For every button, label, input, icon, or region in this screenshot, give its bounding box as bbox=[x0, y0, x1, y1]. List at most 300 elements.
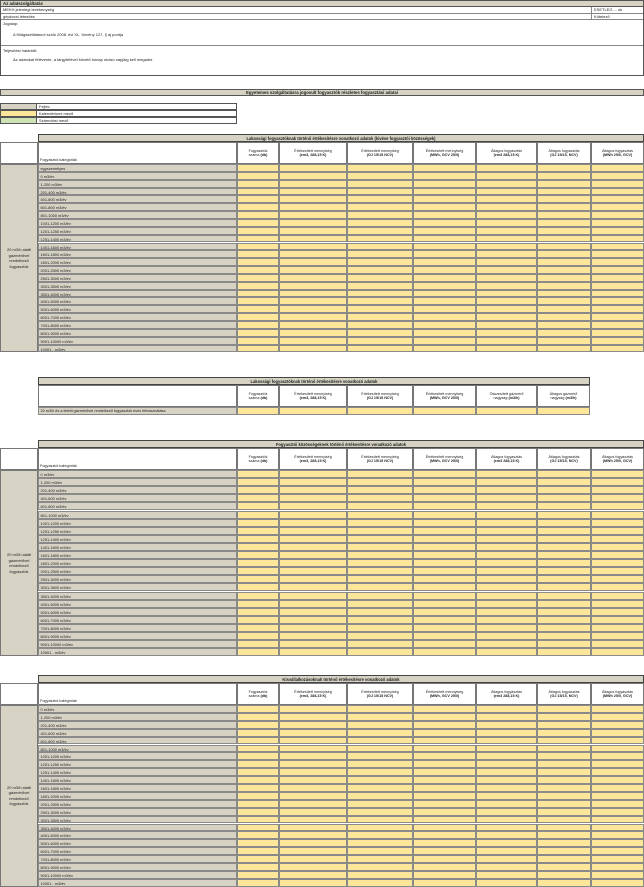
data-input-cell[interactable] bbox=[237, 519, 279, 527]
data-input-cell[interactable] bbox=[413, 407, 476, 415]
data-input-cell[interactable] bbox=[279, 227, 347, 235]
data-input-cell[interactable] bbox=[476, 211, 537, 219]
data-input-cell[interactable] bbox=[413, 235, 476, 243]
data-input-cell[interactable] bbox=[537, 290, 591, 298]
data-input-cell[interactable] bbox=[476, 632, 537, 640]
data-input-cell[interactable] bbox=[476, 760, 537, 768]
data-input-cell[interactable] bbox=[591, 321, 644, 329]
data-input-cell[interactable] bbox=[537, 879, 591, 887]
data-input-cell[interactable] bbox=[591, 494, 644, 502]
data-input-cell[interactable] bbox=[476, 705, 537, 713]
data-input-cell[interactable] bbox=[237, 305, 279, 313]
data-input-cell[interactable] bbox=[476, 551, 537, 559]
data-input-cell[interactable] bbox=[237, 792, 279, 800]
data-input-cell[interactable] bbox=[347, 600, 413, 608]
data-input-cell[interactable] bbox=[476, 824, 537, 832]
data-input-cell[interactable] bbox=[476, 274, 537, 282]
data-input-cell[interactable] bbox=[476, 227, 537, 235]
data-input-cell[interactable] bbox=[413, 752, 476, 760]
data-input-cell[interactable] bbox=[347, 519, 413, 527]
data-input-cell[interactable] bbox=[537, 816, 591, 824]
data-input-cell[interactable] bbox=[591, 470, 644, 478]
data-input-cell[interactable] bbox=[279, 321, 347, 329]
data-input-cell[interactable] bbox=[237, 831, 279, 839]
data-input-cell[interactable] bbox=[237, 871, 279, 879]
data-input-cell[interactable] bbox=[537, 575, 591, 583]
data-input-cell[interactable] bbox=[591, 592, 644, 600]
data-input-cell[interactable] bbox=[476, 831, 537, 839]
data-input-cell[interactable] bbox=[347, 511, 413, 519]
data-input-cell[interactable] bbox=[591, 737, 644, 745]
data-input-cell[interactable] bbox=[279, 737, 347, 745]
data-input-cell[interactable] bbox=[537, 282, 591, 290]
data-input-cell[interactable] bbox=[413, 879, 476, 887]
data-input-cell[interactable] bbox=[237, 551, 279, 559]
data-input-cell[interactable] bbox=[413, 243, 476, 251]
data-input-cell[interactable] bbox=[476, 266, 537, 274]
data-input-cell[interactable] bbox=[279, 274, 347, 282]
data-input-cell[interactable] bbox=[476, 337, 537, 345]
data-input-cell[interactable] bbox=[476, 219, 537, 227]
data-input-cell[interactable] bbox=[591, 879, 644, 887]
data-input-cell[interactable] bbox=[537, 792, 591, 800]
data-input-cell[interactable] bbox=[476, 808, 537, 816]
data-input-cell[interactable] bbox=[279, 305, 347, 313]
data-input-cell[interactable] bbox=[413, 729, 476, 737]
data-input-cell[interactable] bbox=[591, 282, 644, 290]
data-input-cell[interactable] bbox=[591, 831, 644, 839]
data-input-cell[interactable] bbox=[279, 600, 347, 608]
data-input-cell[interactable] bbox=[591, 551, 644, 559]
data-input-cell[interactable] bbox=[537, 745, 591, 753]
data-input-cell[interactable] bbox=[591, 575, 644, 583]
data-input-cell[interactable] bbox=[237, 321, 279, 329]
data-input-cell[interactable] bbox=[279, 705, 347, 713]
data-input-cell[interactable] bbox=[537, 632, 591, 640]
data-input-cell[interactable] bbox=[537, 624, 591, 632]
data-input-cell[interactable] bbox=[476, 847, 537, 855]
data-input-cell[interactable] bbox=[279, 640, 347, 648]
data-input-cell[interactable] bbox=[347, 721, 413, 729]
data-input-cell[interactable] bbox=[591, 600, 644, 608]
data-input-cell[interactable] bbox=[279, 745, 347, 753]
data-input-cell[interactable] bbox=[476, 776, 537, 784]
data-input-cell[interactable] bbox=[591, 721, 644, 729]
data-input-cell[interactable] bbox=[476, 527, 537, 535]
data-input-cell[interactable] bbox=[591, 478, 644, 486]
data-input-cell[interactable] bbox=[347, 297, 413, 305]
data-input-cell[interactable] bbox=[537, 721, 591, 729]
data-input-cell[interactable] bbox=[347, 494, 413, 502]
data-input-cell[interactable] bbox=[279, 871, 347, 879]
data-input-cell[interactable] bbox=[413, 227, 476, 235]
data-input-cell[interactable] bbox=[591, 235, 644, 243]
data-input-cell[interactable] bbox=[237, 583, 279, 591]
data-input-cell[interactable] bbox=[279, 760, 347, 768]
data-input-cell[interactable] bbox=[476, 203, 537, 211]
data-input-cell[interactable] bbox=[347, 752, 413, 760]
data-input-cell[interactable] bbox=[237, 737, 279, 745]
data-input-cell[interactable] bbox=[591, 839, 644, 847]
data-input-cell[interactable] bbox=[413, 624, 476, 632]
data-input-cell[interactable] bbox=[537, 266, 591, 274]
data-input-cell[interactable] bbox=[279, 632, 347, 640]
data-input-cell[interactable] bbox=[537, 535, 591, 543]
data-input-cell[interactable] bbox=[347, 305, 413, 313]
data-input-cell[interactable] bbox=[591, 511, 644, 519]
data-input-cell[interactable] bbox=[413, 608, 476, 616]
data-input-cell[interactable] bbox=[279, 211, 347, 219]
data-input-cell[interactable] bbox=[413, 713, 476, 721]
data-input-cell[interactable] bbox=[279, 879, 347, 887]
data-input-cell[interactable] bbox=[476, 648, 537, 656]
data-input-cell[interactable] bbox=[347, 337, 413, 345]
data-input-cell[interactable] bbox=[347, 243, 413, 251]
data-input-cell[interactable] bbox=[413, 195, 476, 203]
data-input-cell[interactable] bbox=[591, 863, 644, 871]
data-input-cell[interactable] bbox=[237, 784, 279, 792]
data-input-cell[interactable] bbox=[237, 502, 279, 510]
data-input-cell[interactable] bbox=[591, 752, 644, 760]
data-input-cell[interactable] bbox=[347, 624, 413, 632]
data-input-cell[interactable] bbox=[237, 752, 279, 760]
data-input-cell[interactable] bbox=[537, 274, 591, 282]
data-input-cell[interactable] bbox=[279, 729, 347, 737]
data-input-cell[interactable] bbox=[347, 824, 413, 832]
data-input-cell[interactable] bbox=[476, 745, 537, 753]
data-input-cell[interactable] bbox=[237, 250, 279, 258]
data-input-cell[interactable] bbox=[413, 290, 476, 298]
data-input-cell[interactable] bbox=[476, 839, 537, 847]
data-input-cell[interactable] bbox=[413, 551, 476, 559]
data-input-cell[interactable] bbox=[476, 600, 537, 608]
data-input-cell[interactable] bbox=[279, 768, 347, 776]
data-input-cell[interactable] bbox=[476, 737, 537, 745]
data-input-cell[interactable] bbox=[591, 624, 644, 632]
data-input-cell[interactable] bbox=[591, 792, 644, 800]
data-input-cell[interactable] bbox=[237, 808, 279, 816]
data-input-cell[interactable] bbox=[591, 195, 644, 203]
data-input-cell[interactable] bbox=[347, 164, 413, 172]
data-input-cell[interactable] bbox=[413, 486, 476, 494]
data-input-cell[interactable] bbox=[347, 321, 413, 329]
data-input-cell[interactable] bbox=[237, 290, 279, 298]
data-input-cell[interactable] bbox=[476, 258, 537, 266]
data-input-cell[interactable] bbox=[413, 567, 476, 575]
data-input-cell[interactable] bbox=[279, 407, 347, 415]
data-input-cell[interactable] bbox=[279, 543, 347, 551]
data-input-cell[interactable] bbox=[237, 164, 279, 172]
data-input-cell[interactable] bbox=[347, 219, 413, 227]
data-input-cell[interactable] bbox=[591, 250, 644, 258]
data-input-cell[interactable] bbox=[413, 784, 476, 792]
data-input-cell[interactable] bbox=[476, 583, 537, 591]
data-input-cell[interactable] bbox=[279, 713, 347, 721]
data-input-cell[interactable] bbox=[537, 502, 591, 510]
data-input-cell[interactable] bbox=[476, 313, 537, 321]
data-input-cell[interactable] bbox=[537, 567, 591, 575]
data-input-cell[interactable] bbox=[537, 172, 591, 180]
data-input-cell[interactable] bbox=[413, 583, 476, 591]
data-input-cell[interactable] bbox=[237, 616, 279, 624]
data-input-cell[interactable] bbox=[476, 297, 537, 305]
data-input-cell[interactable] bbox=[279, 527, 347, 535]
data-input-cell[interactable] bbox=[413, 478, 476, 486]
data-input-cell[interactable] bbox=[591, 543, 644, 551]
data-input-cell[interactable] bbox=[237, 575, 279, 583]
data-input-cell[interactable] bbox=[413, 282, 476, 290]
data-input-cell[interactable] bbox=[413, 345, 476, 353]
data-input-cell[interactable] bbox=[347, 258, 413, 266]
data-input-cell[interactable] bbox=[413, 250, 476, 258]
data-input-cell[interactable] bbox=[279, 329, 347, 337]
data-input-cell[interactable] bbox=[537, 760, 591, 768]
data-input-cell[interactable] bbox=[413, 800, 476, 808]
data-input-cell[interactable] bbox=[347, 329, 413, 337]
data-input-cell[interactable] bbox=[476, 729, 537, 737]
data-input-cell[interactable] bbox=[413, 527, 476, 535]
data-input-cell[interactable] bbox=[591, 535, 644, 543]
data-input-cell[interactable] bbox=[237, 243, 279, 251]
data-input-cell[interactable] bbox=[237, 494, 279, 502]
data-input-cell[interactable] bbox=[413, 258, 476, 266]
data-input-cell[interactable] bbox=[347, 407, 413, 415]
data-input-cell[interactable] bbox=[347, 345, 413, 353]
data-input-cell[interactable] bbox=[591, 847, 644, 855]
data-input-cell[interactable] bbox=[413, 266, 476, 274]
data-input-cell[interactable] bbox=[537, 855, 591, 863]
data-input-cell[interactable] bbox=[591, 567, 644, 575]
data-input-cell[interactable] bbox=[537, 713, 591, 721]
data-input-cell[interactable] bbox=[237, 816, 279, 824]
data-input-cell[interactable] bbox=[537, 203, 591, 211]
data-input-cell[interactable] bbox=[279, 551, 347, 559]
data-input-cell[interactable] bbox=[413, 847, 476, 855]
data-input-cell[interactable] bbox=[591, 266, 644, 274]
data-input-cell[interactable] bbox=[591, 871, 644, 879]
data-input-cell[interactable] bbox=[591, 180, 644, 188]
data-input-cell[interactable] bbox=[347, 211, 413, 219]
data-input-cell[interactable] bbox=[279, 575, 347, 583]
data-input-cell[interactable] bbox=[279, 839, 347, 847]
data-input-cell[interactable] bbox=[537, 729, 591, 737]
data-input-cell[interactable] bbox=[347, 737, 413, 745]
data-input-cell[interactable] bbox=[591, 486, 644, 494]
data-input-cell[interactable] bbox=[476, 235, 537, 243]
data-input-cell[interactable] bbox=[347, 855, 413, 863]
data-input-cell[interactable] bbox=[347, 486, 413, 494]
data-input-cell[interactable] bbox=[591, 527, 644, 535]
data-input-cell[interactable] bbox=[537, 407, 590, 415]
data-input-cell[interactable] bbox=[347, 527, 413, 535]
data-input-cell[interactable] bbox=[413, 305, 476, 313]
data-input-cell[interactable] bbox=[237, 608, 279, 616]
data-input-cell[interactable] bbox=[537, 250, 591, 258]
data-input-cell[interactable] bbox=[476, 863, 537, 871]
data-input-cell[interactable] bbox=[347, 266, 413, 274]
data-input-cell[interactable] bbox=[279, 831, 347, 839]
data-input-cell[interactable] bbox=[413, 313, 476, 321]
data-input-cell[interactable] bbox=[347, 839, 413, 847]
data-input-cell[interactable] bbox=[237, 235, 279, 243]
data-input-cell[interactable] bbox=[537, 195, 591, 203]
data-input-cell[interactable] bbox=[591, 816, 644, 824]
data-input-cell[interactable] bbox=[237, 266, 279, 274]
data-input-cell[interactable] bbox=[347, 616, 413, 624]
data-input-cell[interactable] bbox=[279, 266, 347, 274]
data-input-cell[interactable] bbox=[476, 329, 537, 337]
data-input-cell[interactable] bbox=[279, 250, 347, 258]
data-input-cell[interactable] bbox=[537, 648, 591, 656]
data-input-cell[interactable] bbox=[237, 407, 279, 415]
data-input-cell[interactable] bbox=[279, 752, 347, 760]
data-input-cell[interactable] bbox=[279, 195, 347, 203]
data-input-cell[interactable] bbox=[237, 203, 279, 211]
data-input-cell[interactable] bbox=[537, 705, 591, 713]
data-input-cell[interactable] bbox=[347, 227, 413, 235]
data-input-cell[interactable] bbox=[347, 808, 413, 816]
data-input-cell[interactable] bbox=[347, 784, 413, 792]
data-input-cell[interactable] bbox=[537, 752, 591, 760]
data-input-cell[interactable] bbox=[237, 511, 279, 519]
data-input-cell[interactable] bbox=[476, 290, 537, 298]
data-input-cell[interactable] bbox=[413, 737, 476, 745]
data-input-cell[interactable] bbox=[476, 478, 537, 486]
data-input-cell[interactable] bbox=[279, 172, 347, 180]
data-input-cell[interactable] bbox=[347, 172, 413, 180]
data-input-cell[interactable] bbox=[413, 180, 476, 188]
data-input-cell[interactable] bbox=[591, 760, 644, 768]
data-input-cell[interactable] bbox=[537, 784, 591, 792]
data-input-cell[interactable] bbox=[591, 243, 644, 251]
data-input-cell[interactable] bbox=[237, 776, 279, 784]
data-input-cell[interactable] bbox=[413, 337, 476, 345]
data-input-cell[interactable] bbox=[591, 559, 644, 567]
data-input-cell[interactable] bbox=[537, 478, 591, 486]
data-input-cell[interactable] bbox=[237, 535, 279, 543]
data-input-cell[interactable] bbox=[537, 258, 591, 266]
data-input-cell[interactable] bbox=[413, 871, 476, 879]
data-input-cell[interactable] bbox=[347, 632, 413, 640]
data-input-cell[interactable] bbox=[237, 486, 279, 494]
data-input-cell[interactable] bbox=[413, 831, 476, 839]
data-input-cell[interactable] bbox=[591, 337, 644, 345]
data-input-cell[interactable] bbox=[413, 616, 476, 624]
data-input-cell[interactable] bbox=[279, 243, 347, 251]
data-input-cell[interactable] bbox=[237, 624, 279, 632]
data-input-cell[interactable] bbox=[279, 863, 347, 871]
data-input-cell[interactable] bbox=[279, 721, 347, 729]
data-input-cell[interactable] bbox=[537, 559, 591, 567]
data-input-cell[interactable] bbox=[476, 608, 537, 616]
data-input-cell[interactable] bbox=[537, 640, 591, 648]
data-input-cell[interactable] bbox=[476, 721, 537, 729]
data-input-cell[interactable] bbox=[537, 486, 591, 494]
data-input-cell[interactable] bbox=[476, 195, 537, 203]
data-input-cell[interactable] bbox=[279, 608, 347, 616]
data-input-cell[interactable] bbox=[591, 583, 644, 591]
data-input-cell[interactable] bbox=[413, 705, 476, 713]
data-input-cell[interactable] bbox=[347, 282, 413, 290]
data-input-cell[interactable] bbox=[347, 583, 413, 591]
data-input-cell[interactable] bbox=[413, 164, 476, 172]
data-input-cell[interactable] bbox=[237, 705, 279, 713]
data-input-cell[interactable] bbox=[537, 800, 591, 808]
data-input-cell[interactable] bbox=[347, 543, 413, 551]
data-input-cell[interactable] bbox=[237, 855, 279, 863]
data-input-cell[interactable] bbox=[347, 847, 413, 855]
data-input-cell[interactable] bbox=[279, 345, 347, 353]
data-input-cell[interactable] bbox=[347, 760, 413, 768]
data-input-cell[interactable] bbox=[591, 345, 644, 353]
data-input-cell[interactable] bbox=[347, 792, 413, 800]
data-input-cell[interactable] bbox=[237, 721, 279, 729]
data-input-cell[interactable] bbox=[476, 470, 537, 478]
data-input-cell[interactable] bbox=[347, 831, 413, 839]
data-input-cell[interactable] bbox=[237, 172, 279, 180]
data-input-cell[interactable] bbox=[537, 776, 591, 784]
data-input-cell[interactable] bbox=[347, 575, 413, 583]
data-input-cell[interactable] bbox=[476, 519, 537, 527]
data-input-cell[interactable] bbox=[279, 511, 347, 519]
data-input-cell[interactable] bbox=[347, 470, 413, 478]
data-input-cell[interactable] bbox=[279, 470, 347, 478]
data-input-cell[interactable] bbox=[413, 776, 476, 784]
data-input-cell[interactable] bbox=[347, 713, 413, 721]
data-input-cell[interactable] bbox=[279, 180, 347, 188]
data-input-cell[interactable] bbox=[279, 648, 347, 656]
data-input-cell[interactable] bbox=[347, 195, 413, 203]
data-input-cell[interactable] bbox=[347, 502, 413, 510]
data-input-cell[interactable] bbox=[476, 879, 537, 887]
data-input-cell[interactable] bbox=[237, 592, 279, 600]
data-input-cell[interactable] bbox=[537, 345, 591, 353]
data-input-cell[interactable] bbox=[279, 824, 347, 832]
data-input-cell[interactable] bbox=[237, 211, 279, 219]
data-input-cell[interactable] bbox=[591, 745, 644, 753]
data-input-cell[interactable] bbox=[537, 543, 591, 551]
data-input-cell[interactable] bbox=[279, 800, 347, 808]
data-input-cell[interactable] bbox=[237, 760, 279, 768]
data-input-cell[interactable] bbox=[347, 879, 413, 887]
data-input-cell[interactable] bbox=[237, 729, 279, 737]
data-input-cell[interactable] bbox=[591, 768, 644, 776]
data-input-cell[interactable] bbox=[279, 808, 347, 816]
data-input-cell[interactable] bbox=[413, 470, 476, 478]
data-input-cell[interactable] bbox=[347, 235, 413, 243]
data-input-cell[interactable] bbox=[537, 297, 591, 305]
data-input-cell[interactable] bbox=[476, 502, 537, 510]
data-input-cell[interactable] bbox=[537, 519, 591, 527]
data-input-cell[interactable] bbox=[347, 816, 413, 824]
data-input-cell[interactable] bbox=[591, 800, 644, 808]
data-input-cell[interactable] bbox=[537, 494, 591, 502]
data-input-cell[interactable] bbox=[476, 752, 537, 760]
data-input-cell[interactable] bbox=[413, 297, 476, 305]
data-input-cell[interactable] bbox=[279, 164, 347, 172]
data-input-cell[interactable] bbox=[413, 172, 476, 180]
data-input-cell[interactable] bbox=[476, 616, 537, 624]
data-input-cell[interactable] bbox=[537, 180, 591, 188]
data-input-cell[interactable] bbox=[279, 494, 347, 502]
data-input-cell[interactable] bbox=[347, 274, 413, 282]
data-input-cell[interactable] bbox=[347, 768, 413, 776]
data-input-cell[interactable] bbox=[476, 640, 537, 648]
data-input-cell[interactable] bbox=[537, 188, 591, 196]
data-input-cell[interactable] bbox=[279, 297, 347, 305]
data-input-cell[interactable] bbox=[537, 511, 591, 519]
data-input-cell[interactable] bbox=[413, 494, 476, 502]
